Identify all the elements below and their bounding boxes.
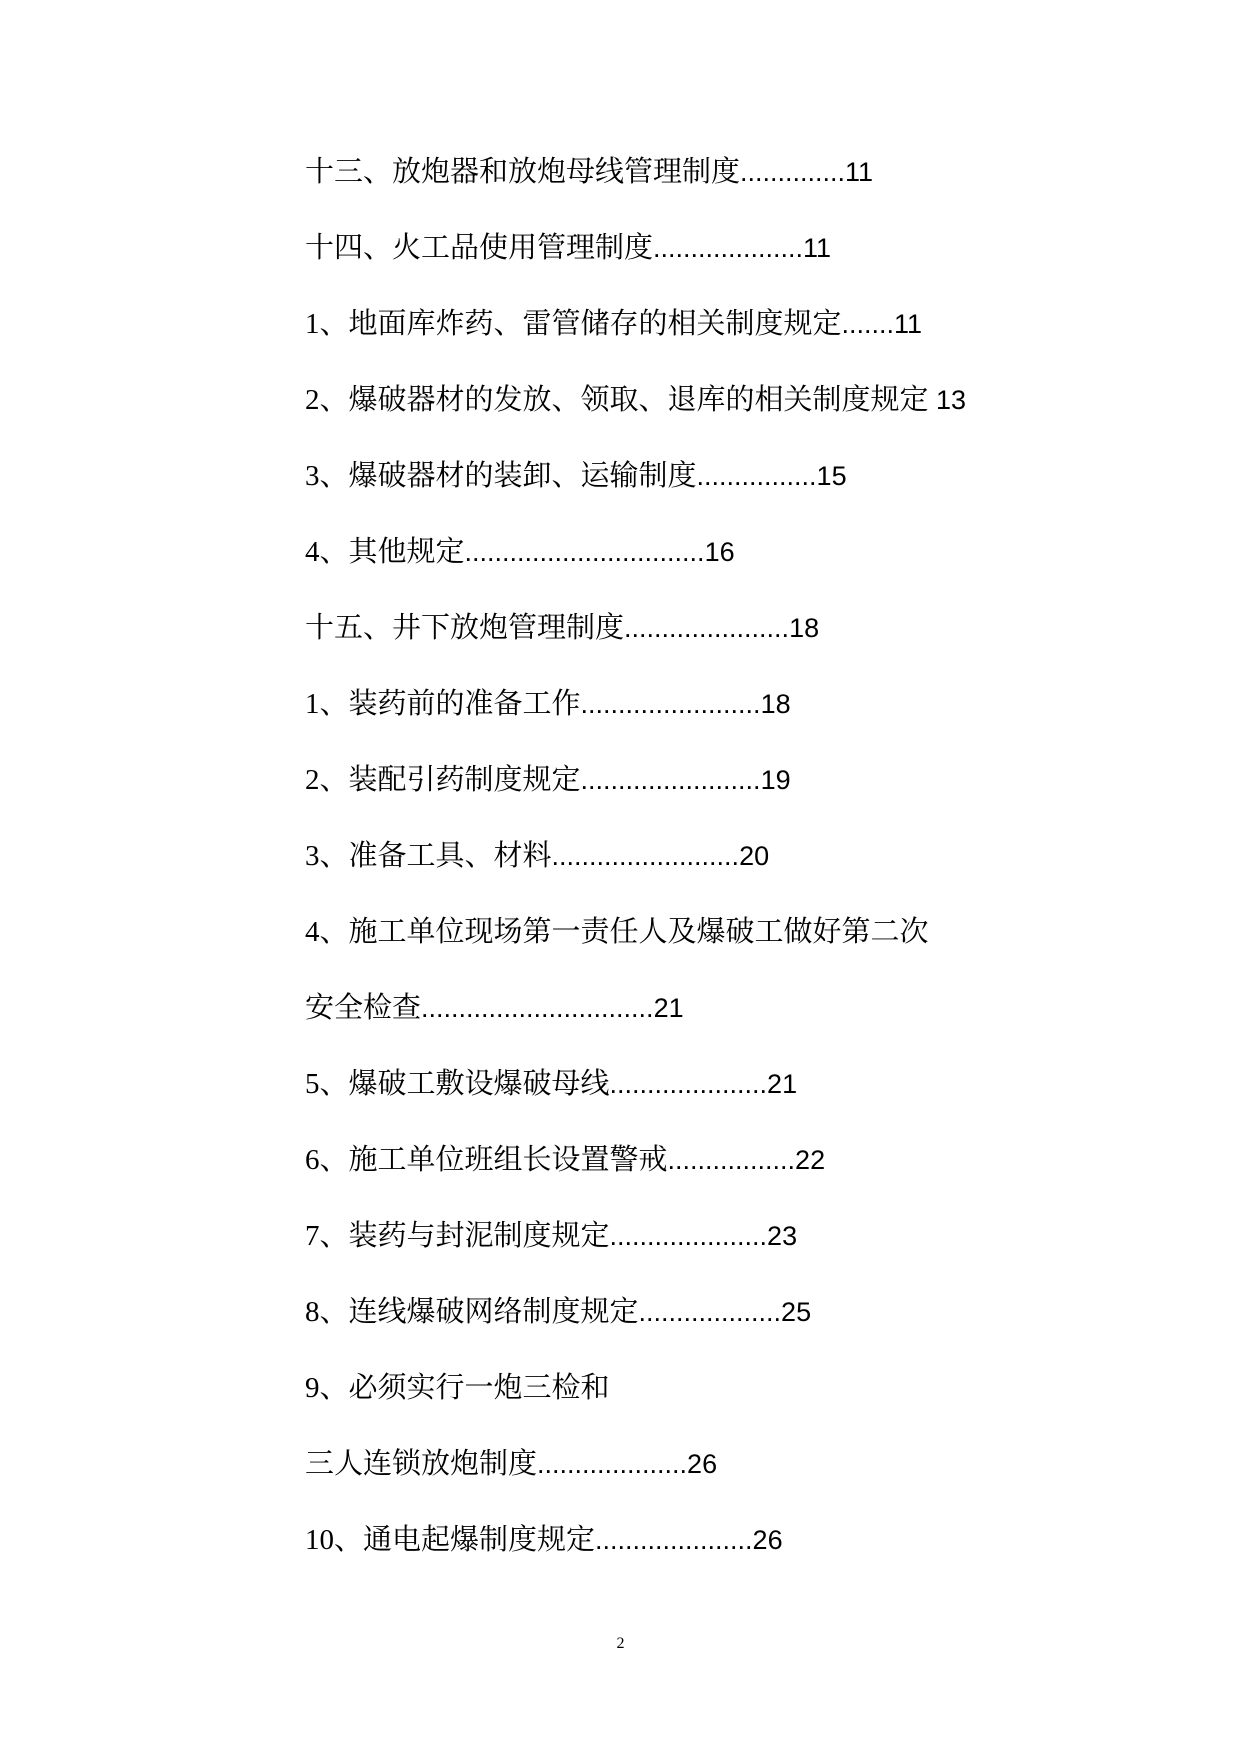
toc-entry-title: 3、准备工具、材料 [305,840,552,872]
table-of-contents [305,134,1205,1578]
toc-entry-title: 1、地面库炸药、雷管储存的相关制度规定 [305,308,842,340]
toc-page-number: 19 [760,765,791,795]
toc-page-number: 21 [767,1069,798,1099]
toc-entry-title: 十三、放炮器和放炮母线管理制度 [305,156,741,188]
toc-dot-leader: .............. [740,157,846,187]
toc-dot-leader: ..................... [609,1221,768,1251]
toc-entry-title: 十四、火工品使用管理制度 [305,232,654,264]
toc-entry [305,210,1205,286]
toc-entry [305,1198,1205,1274]
toc-dot-leader: .................... [653,233,804,263]
toc-dot-leader: ................................ [464,537,705,567]
toc-dot-leader: ........................ [580,765,761,795]
toc-page-number: 26 [687,1449,718,1479]
toc-entry [305,362,1205,438]
toc-entry-title: 5、爆破工敷设爆破母线 [305,1068,610,1100]
toc-entry [305,1350,1205,1426]
toc-dot-leader: ................... [638,1297,782,1327]
toc-entry [305,1502,1205,1578]
toc-entry [305,894,1205,970]
toc-dot-leader [929,385,937,415]
page-number: 2 [616,1635,625,1652]
toc-dot-leader: ........................ [580,689,761,719]
toc-dot-leader: ................. [667,1145,796,1175]
toc-entry [305,514,1205,590]
toc-entry-title: 9、必须实行一炮三检和 [305,1372,610,1404]
toc-entry [305,1122,1205,1198]
toc-entry [305,666,1205,742]
toc-page-number: 18 [789,613,820,643]
toc-dot-leader: ................ [696,461,817,491]
toc-dot-leader: ....... [841,309,895,339]
toc-entry [305,438,1205,514]
toc-entry [305,134,1205,210]
toc-entry-title: 1、装药前的准备工作 [305,688,581,720]
toc-entry-title: 2、装配引药制度规定 [305,764,581,796]
toc-dot-leader: ...................... [624,613,790,643]
toc-entry [305,970,1205,1046]
toc-page-number: 26 [752,1525,783,1555]
toc-page-number: 22 [795,1145,826,1175]
toc-entry-title: 安全检查 [305,992,422,1024]
toc-page-number: 11 [803,233,832,263]
toc-entry-title: 6、施工单位班组长设置警戒 [305,1144,668,1176]
toc-dot-leader: ............................... [421,993,654,1023]
toc-entry [305,818,1205,894]
toc-entry-title: 8、连线爆破网络制度规定 [305,1296,639,1328]
toc-page-number: 16 [704,537,735,567]
toc-entry-title: 4、其他规定 [305,536,465,568]
toc-entry-title: 7、装药与封泥制度规定 [305,1220,610,1252]
toc-page-number: 18 [760,689,791,719]
toc-dot-leader: ......................... [551,841,740,871]
toc-entry-title: 10、通电起爆制度规定 [305,1524,596,1556]
toc-entry [305,742,1205,818]
toc-page-number: 20 [739,841,770,871]
toc-page-number: 25 [781,1297,812,1327]
toc-entry [305,590,1205,666]
toc-page-number: 21 [653,993,684,1023]
toc-dot-leader: ..................... [609,1069,768,1099]
toc-entry [305,1426,1205,1502]
toc-page-number: 13 [936,385,967,415]
toc-entry [305,286,1205,362]
toc-entry-title: 十五、井下放炮管理制度 [305,612,625,644]
toc-page-number: 11 [894,309,923,339]
toc-page-number: 11 [845,157,874,187]
toc-entry-title: 三人连锁放炮制度 [305,1448,538,1480]
toc-entry-title: 2、爆破器材的发放、领取、退库的相关制度规定 [305,384,929,416]
toc-page-number: 15 [816,461,847,491]
toc-page-number: 23 [767,1221,798,1251]
toc-dot-leader: ..................... [595,1525,753,1555]
toc-dot-leader: .................... [537,1449,688,1479]
toc-entry-title: 4、施工单位现场第一责任人及爆破工做好第二次 [305,916,929,948]
toc-entry [305,1046,1205,1122]
toc-entry [305,1274,1205,1350]
toc-entry-title: 3、爆破器材的装卸、运输制度 [305,460,697,492]
